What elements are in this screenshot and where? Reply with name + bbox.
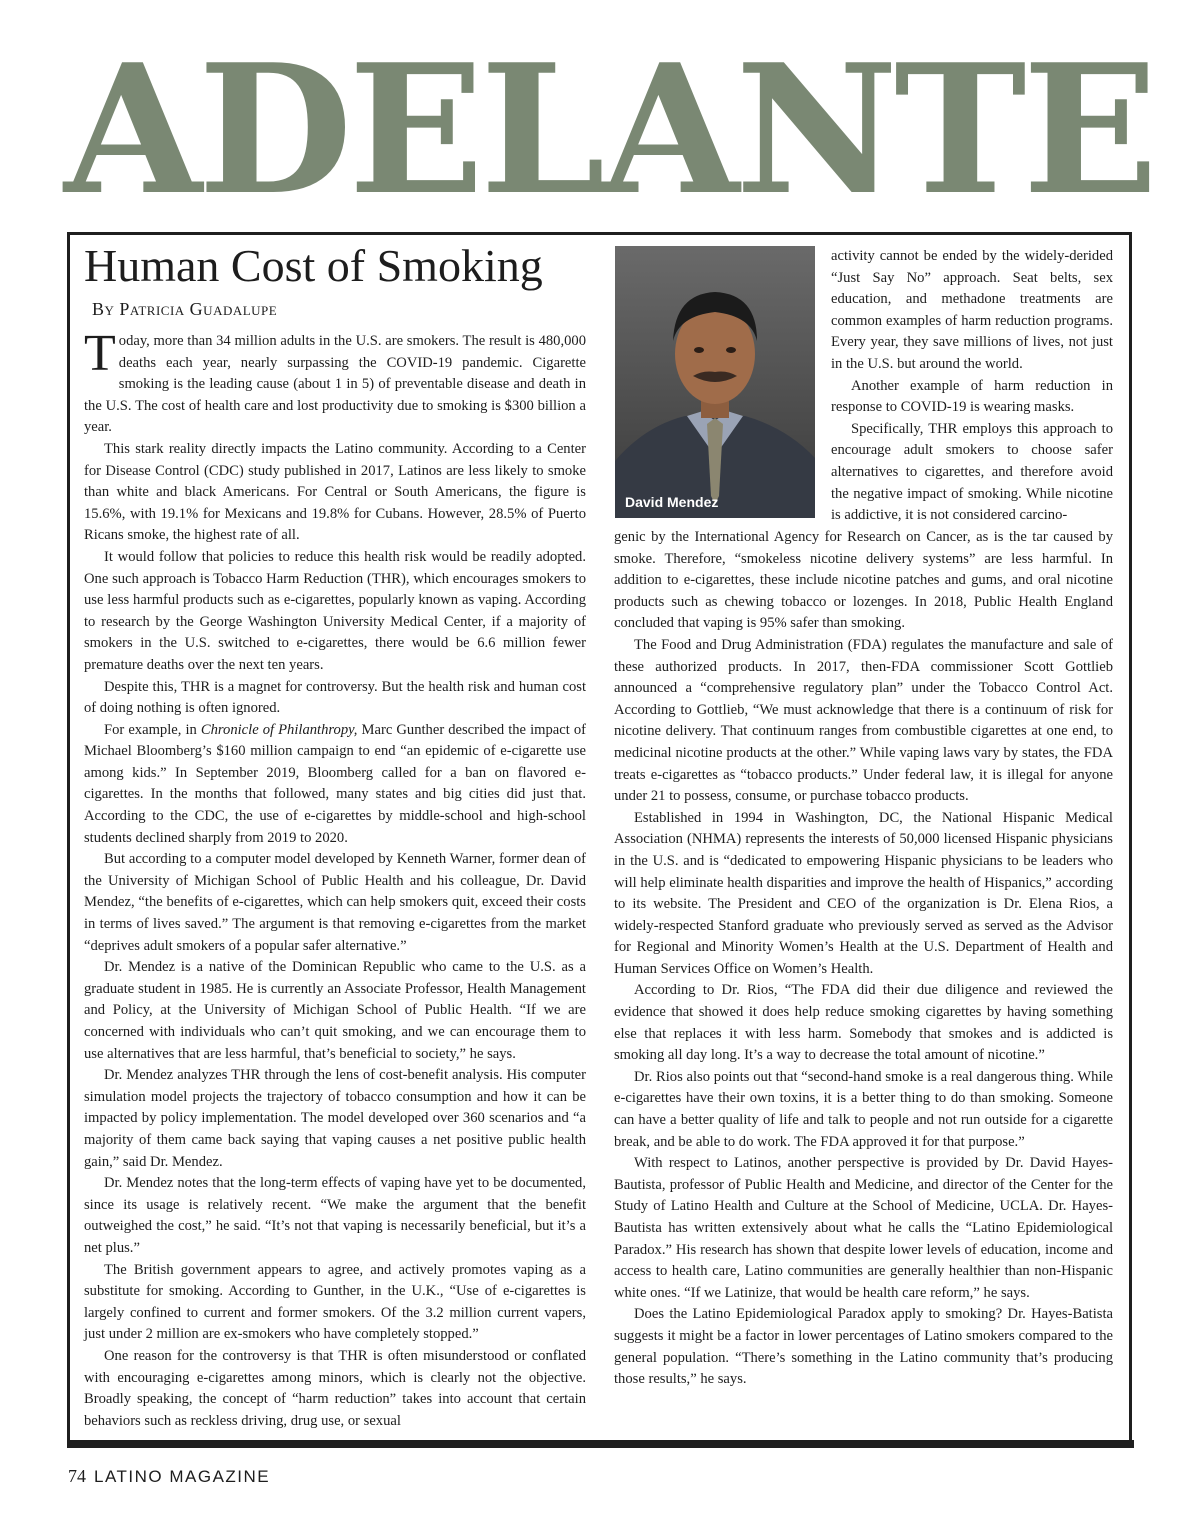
paragraph: activity cannot be ended by the widely-derided “Just Say No” approach. Seat belts, sex education, and methadone treatments are common examples of harm reduction programs. Every year, they save millions of lives, not just in the U.S. but around the world. bbox=[831, 248, 1113, 372]
paragraph: Does the Latino Epidemiological Paradox apply to smoking? Dr. Hayes-Batista suggests it might be a factor in lower percentages of Latino smokers compared to the general population. “There’s something in the Latino community that’s producing those results,” he says. bbox=[614, 1306, 1113, 1388]
drop-cap: T bbox=[84, 325, 116, 382]
paragraph: Another example of harm reduction in response to COVID-19 is wearing masks. bbox=[831, 377, 1113, 416]
masthead-title: ADELANTE bbox=[64, 25, 1155, 234]
portrait-photo bbox=[615, 246, 815, 518]
article-column-right-bottom bbox=[614, 527, 1113, 1391]
article-column-left bbox=[84, 325, 586, 1432]
photo-caption: David Mendez bbox=[625, 494, 719, 510]
publication-name: Chronicle of Philanthropy, bbox=[200, 721, 358, 738]
frame-bottom-rule bbox=[67, 1440, 1134, 1448]
paragraph: genic by the International Agency for Research on Cancer, as is the tar caused by smoke. Therefore, “smokeless nicotine delivery systems” are less harmful. In addition to e-cigarettes, these include nicotine patches and gums, and oral nicotine products such as chewing tobacco or lozenges. In 2018, Public Health England concluded that vaping is 95% safer than smoking. bbox=[614, 529, 1113, 632]
paragraph: Dr. Mendez notes that the long-term effects of vaping have yet to be documented, since its usage is relatively recent. “We make the argument that the benefit outweighed the cost,” he said. “It’s not that vaping is necessarily beneficial, but it’s a net plus.” bbox=[84, 1175, 586, 1256]
paragraph: With respect to Latinos, another perspective is provided by Dr. David Hayes-Bautista, professor of Public Health and Medicine, and director of the Center for the Study of Latino Health and Culture at the School of Medicine, UCLA. Dr. Hayes-Bautista has written extensively about what he calls the “Latino Epidemiological Paradox.” His research has shown that despite lower levels of education, income and access to health care, Latino communities are generally healthier than non-Hispanic white ones. “If we Latinize, that would be health care reform,” he says. bbox=[614, 1155, 1113, 1301]
paragraph: It would follow that policies to reduce this health risk would be readily adopted. One such approach is Tobacco Harm Reduction (THR), which encourages smokers to use less harmful products such as e-cigarettes, popularly known as vaping. According to research by the George Washington University Medical Center, if a majority of smokers in the U.S. switched to e-cigarettes, there would be 6.6 million fewer premature deaths over the next ten years. bbox=[84, 548, 586, 673]
paragraph: Established in 1994 in Washington, DC, the National Hispanic Medical Association (NHMA) represents the interests of 50,000 licensed Hispanic physicians in the U.S. and is “dedicated to empowering Hispanic physicians to be leaders who will help eliminate health disparities and improve the health of Hispanics,” according to its website. The President and CEO of the organization is Dr. Elena Rios, a widely-respected Stanford graduate who previously served as served as the Advisor for Regional and Minority Women’s Health at the U.S. Department of Health and Human Services Office on Women’s Health. bbox=[614, 809, 1113, 977]
paragraph: Dr. Mendez analyzes THR through the lens of cost-benefit analysis. His computer simulation model projects the trajectory of tobacco consumption and how it can be impacted by policy implementation. The model developed over 360 scenarios and “a majority of them came back saying that vaping causes a net positive public health gain,” said Dr. Mendez. bbox=[84, 1067, 586, 1170]
article-title: Human Cost of Smoking bbox=[84, 240, 543, 291]
paragraph: The Food and Drug Administration (FDA) regulates the manufacture and sale of these authorized products. In 2017, then-FDA commissioner Scott Gottlieb announced a “comprehensive regulatory plan” under the Tobacco Control Act. According to Gottlieb, “We must acknowledge that there is a continuum of risk for nicotine delivery. That continuum ranges from combustible cigarettes at one end, to medicinal nicotine products at the other.” While vaping laws vary by states, the FDA treats e-cigarettes as “tobacco products.” Under federal law, it is illegal for anyone under 21 to possess, consume, or purchase tobacco products. bbox=[614, 636, 1113, 805]
paragraph: For example, in Chronicle of Philanthropy, Marc Gunther described the impact of Michael Bloomberg’s $160 million campaign to end “an epidemic of e-cigarette use among kids.” In September 2019, Bloomberg called for a ban on flavored e-cigarettes. In the months that followed, many states and big cities did just that. According to the CDC, the use of e-cigarettes by middle-school and high-school students declined sharply from 2019 to 2020. bbox=[84, 721, 586, 846]
magazine-name: LATINO MAGAZINE bbox=[94, 1467, 271, 1486]
paragraph: This stark reality directly impacts the Latino community. According to a Center for Disease Control (CDC) study published in 2017, Latinos are less likely to smoke than white and black Americans. For Central or South Americans, the figure is 15.6%, with 19.1% for Mexicans and 19.8% for Cubans. However, 28.5% of Puerto Ricans smoke, the highest rate of all. bbox=[84, 440, 586, 544]
page-number: 74 bbox=[68, 1466, 86, 1486]
paragraph: The British government appears to agree, and actively promotes vaping as a substitute for smoking. According to Gunther, in the U.K., “Use of e-cigarettes is largely confined to current and former smokers. Of the 3.2 million current vapers, just under 2 million are ex-smokers who have completely stopped.” bbox=[84, 1261, 586, 1343]
page-footer bbox=[68, 1466, 270, 1487]
paragraph: Dr. Rios also points out that “second-hand smoke is a real dangerous thing. While e-cigarettes have their own toxins, it is a better thing to do than smoking. Someone can have a better quality of life and talk to people and not run outside for a cigarette break, and be able to do work. The FDA approved it for that purpose.” bbox=[614, 1068, 1113, 1150]
paragraph: According to Dr. Rios, “The FDA did their due diligence and reviewed the evidence that showed it does help reduce smoking cigarettes by having something else that replaces it with less harm. Somebody that smokes and is addicted is smoking all day long. It’s a way to decrease the total amount of nicotine.” bbox=[614, 982, 1113, 1064]
paragraph: Today, more than 34 million adults in the U.S. are smokers. The result is 480,000 deaths each year, nearly surpassing the COVID-19 pandemic. Cigarette smoking is the leading cause (about 1 in 5) of preventable disease and death in the U.S. The cost of health care and lost productivity due to smoking is $300 billion a year. bbox=[84, 325, 586, 436]
portrait-illustration bbox=[615, 246, 815, 518]
article-byline: By Patricia Guadalupe bbox=[92, 299, 278, 319]
paragraph: Dr. Mendez is a native of the Dominican Republic who came to the U.S. as a graduate student in 1985. He is currently an Associate Professor, Health Management and Policy, at the University of Michigan School of Public Health. “If we are concerned with individuals who can’t quit smoking, and we can encourage them to use alternatives that are less harmful, that’s beneficial to society,” he says. bbox=[84, 959, 586, 1062]
article-column-right-top bbox=[831, 246, 1113, 527]
paragraph: Specifically, THR employs this approach to encourage adult smokers to choose safer alternatives to cigarettes, and therefore avoid the negative impact of smoking. While nicotine is addictive, it is not considered carcino- bbox=[831, 420, 1113, 524]
paragraph: But according to a computer model developed by Kenneth Warner, former dean of the University of Michigan School of Public Health and his colleague, Dr. David Mendez, “the benefits of e-cigarettes, which can help smokers quit, exceed their costs in terms of lives saved.” The argument is that removing e-cigarettes from the market “deprives adult smokers of a popular safer alternative.” bbox=[84, 851, 586, 954]
paragraph: Despite this, THR is a magnet for controversy. But the health risk and human cost of doing nothing is often ignored. bbox=[84, 678, 586, 717]
paragraph: One reason for the controversy is that THR is often misunderstood or conflated with encouraging e-cigarettes among minors, which is clearly not the objective. Broadly speaking, the concept of “harm reduction” takes into account that certain behaviors such as reckless driving, drug use, or sexual bbox=[84, 1347, 586, 1429]
